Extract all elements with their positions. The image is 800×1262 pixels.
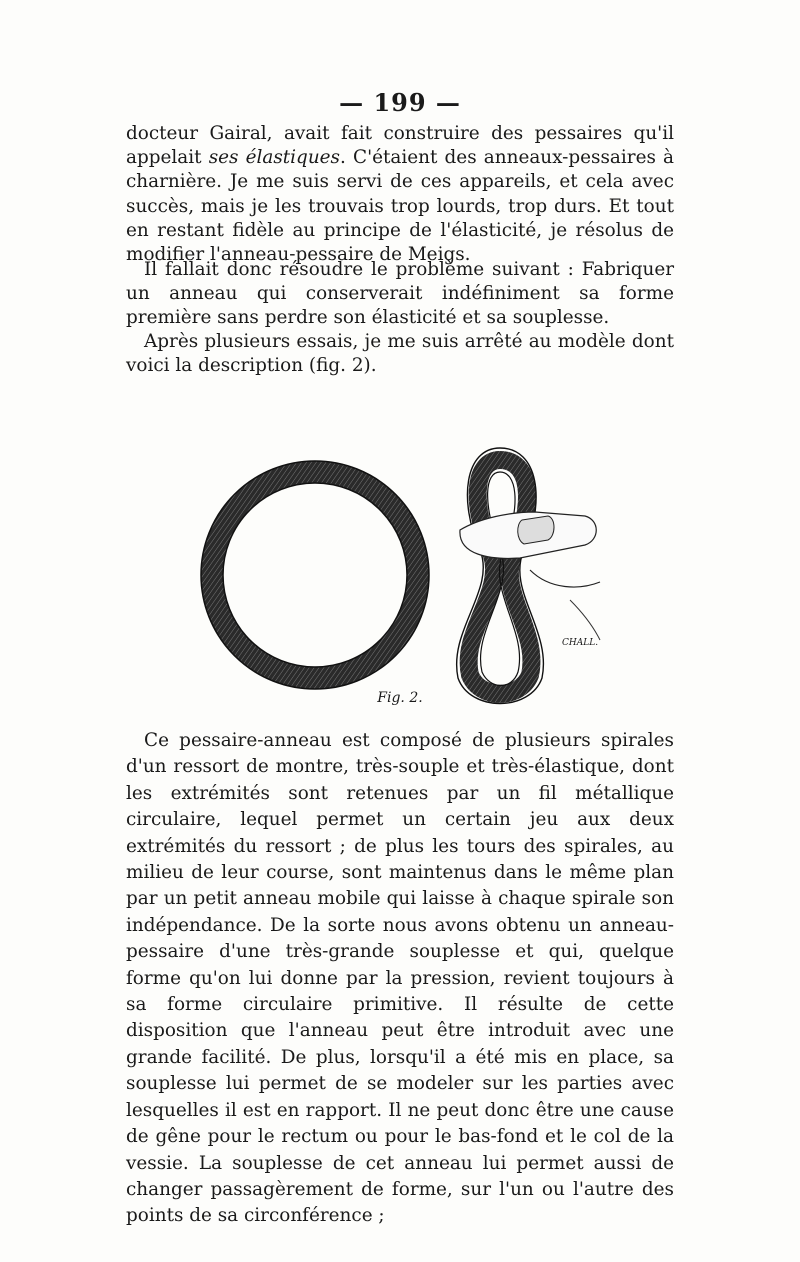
page-number: — 199 —: [339, 88, 461, 117]
paragraph-4: Ce pessaire-anneau est composé de plusieurs spirales d'un ressort de montre, très-souple et très-élastique, dont les extrémités sont retenues par un fil métallique circulaire, lequel permet un certain jeu aux deux extrémités du ressort ; de plus les tours des spirales, au milieu de leur course, sont maintenus dans le même plan par un petit anneau mobile qui laisse à chaque spirale son indépendance. De la sorte nous avons obtenu un anneau-pessaire d'une très-grande souplesse et qui, quelque forme qu'on lui donne par la pression, revient toujours à sa forme circulaire primitive. Il résulte de cette disposition que l'anneau peut être introduit avec une grande facilité. De plus, lorsqu'il a été mis en place, sa souplesse lui permet de se modeler sur les parties avec lesquelles il est en rapport. Il ne peut donc être une cause de gêne pour le rectum ou pour le bas-fond et le col de la vessie. La souplesse de cet anneau lui permet aussi de changer passagèrement de forme, sur l'un ou l'autre des points de sa circonférence ;: [126, 730, 674, 1227]
paragraph-1: [126, 122, 674, 267]
paragraph-1-text-b: . C'étaient des anneaux-pessaires à charnière. Je me suis servi de ces appareils, et cela avec succès, mais je les trouvais trop lourds, trop durs. Et tout en restant fidèle au principe de l'élasticité, je résolus de modifier l'anneau-pessaire de Meigs.: [126, 147, 675, 266]
paragraph-2: Il fallait donc résoudre le problème suivant : Fabriquer un anneau qui conserverait indéfiniment sa forme première sans perdre son élasticité et sa souplesse.: [126, 259, 674, 329]
engraver-signature: CHALL.: [562, 638, 599, 648]
paragraph-1-text-a: docteur Gairal, avait fait construire des pessaires qu'il appelait: [126, 123, 674, 169]
circular-ring-drawing: [201, 461, 429, 689]
figure-2: [190, 440, 640, 710]
compressed-ring-drawing: [457, 448, 544, 704]
paragraph-1-emphasis: ses élastiques: [208, 147, 340, 169]
figure-2-illustration: [190, 440, 640, 710]
figure-caption: Fig. 2.: [377, 690, 423, 706]
paragraph-3: Après plusieurs essais, je me suis arrêté au modèle dont voici la description (fig. 2).: [126, 331, 674, 377]
